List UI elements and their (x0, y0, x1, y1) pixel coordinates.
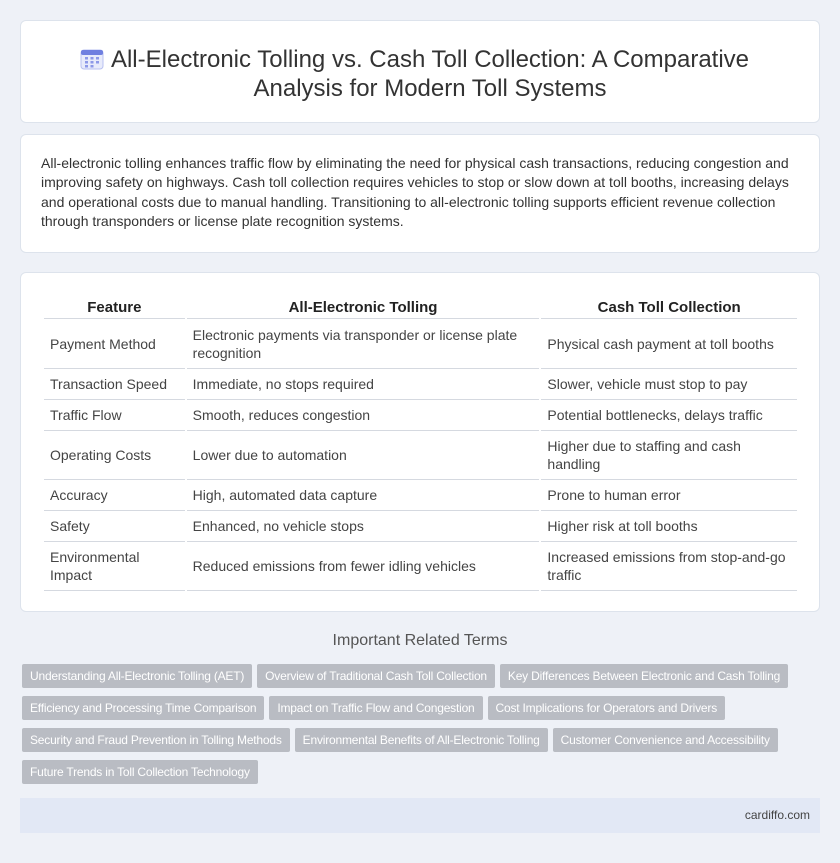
table-cell: Potential bottlenecks, delays traffic (541, 400, 797, 431)
table-row (44, 369, 797, 400)
related-terms-list (22, 664, 822, 792)
footer-site-link[interactable]: cardiffo.com (744, 808, 810, 822)
table-cell: Higher risk at toll booths (541, 511, 797, 542)
intro-card (20, 134, 820, 253)
table-cell: Increased emissions from stop-and-go traffic (541, 542, 797, 591)
related-term-tag[interactable]: Key Differences Between Electronic and Cash Tolling (500, 664, 788, 688)
related-term-tag[interactable]: Security and Fraud Prevention in Tolling Methods (22, 728, 290, 752)
related-terms-heading: Important Related Terms (332, 632, 508, 649)
table-row (44, 431, 797, 480)
table-row (44, 400, 797, 431)
table-cell: Physical cash payment at toll booths (541, 319, 797, 369)
comparison-table-card (20, 272, 820, 612)
column-header-feature: Feature (44, 296, 185, 319)
table-cell: Slower, vehicle must stop to pay (541, 369, 797, 400)
table-row (44, 319, 797, 369)
related-term-tag[interactable]: Efficiency and Processing Time Comparison (22, 696, 264, 720)
table-row (44, 542, 797, 591)
related-term-tag[interactable]: Overview of Traditional Cash Toll Collection (257, 664, 495, 688)
table-header-row (44, 296, 797, 319)
table-cell: Electronic payments via transponder or license plate recognition (187, 319, 540, 369)
related-term-tag[interactable]: Cost Implications for Operators and Drivers (488, 696, 725, 720)
table-cell: Environmental Impact (44, 542, 185, 591)
table-cell: Transaction Speed (44, 369, 185, 400)
table-cell: Accuracy (44, 480, 185, 511)
table-cell: Smooth, reduces congestion (187, 400, 540, 431)
table-cell: Operating Costs (44, 431, 185, 480)
table-row (44, 480, 797, 511)
footer (20, 798, 820, 833)
table-cell: Reduced emissions from fewer idling vehicles (187, 542, 540, 591)
table-cell: Traffic Flow (44, 400, 185, 431)
related-term-tag[interactable]: Environmental Benefits of All-Electronic Tolling (295, 728, 548, 752)
column-header-cash: Cash Toll Collection (541, 296, 797, 319)
page-title: All-Electronic Tolling vs. Cash Toll Collection: A Comparative Analysis for Modern Toll Systems (110, 46, 750, 102)
table-cell: Prone to human error (541, 480, 797, 511)
table-cell: Safety (44, 511, 185, 542)
table-cell: Enhanced, no vehicle stops (187, 511, 540, 542)
table-cell: Payment Method (44, 319, 185, 369)
table-cell: Higher due to staffing and cash handling (541, 431, 797, 480)
related-term-tag[interactable]: Customer Convenience and Accessibility (553, 728, 778, 752)
intro-paragraph: All-electronic tolling enhances traffic flow by eliminating the need for physical cash transactions, reducing congestion and improving safety on highways. Cash toll collection requires vehicles to stop or slow down at toll booths, increasing delays and operational costs due to manual handling. Transitioning to all-electronic tolling supports efficient revenue collection through transponders or license plate recognition systems. (41, 155, 789, 230)
related-term-tag[interactable]: Future Trends in Toll Collection Technology (22, 760, 258, 784)
table-cell: Lower due to automation (187, 431, 540, 480)
related-term-tag[interactable]: Impact on Traffic Flow and Congestion (269, 696, 482, 720)
table-cell: High, automated data capture (187, 480, 540, 511)
column-header-electronic: All-Electronic Tolling (187, 296, 540, 319)
header-card (20, 20, 820, 123)
related-term-tag[interactable]: Understanding All-Electronic Tolling (AET) (22, 664, 252, 688)
table-row (44, 511, 797, 542)
table-cell: Immediate, no stops required (187, 369, 540, 400)
comparison-table (42, 296, 799, 591)
